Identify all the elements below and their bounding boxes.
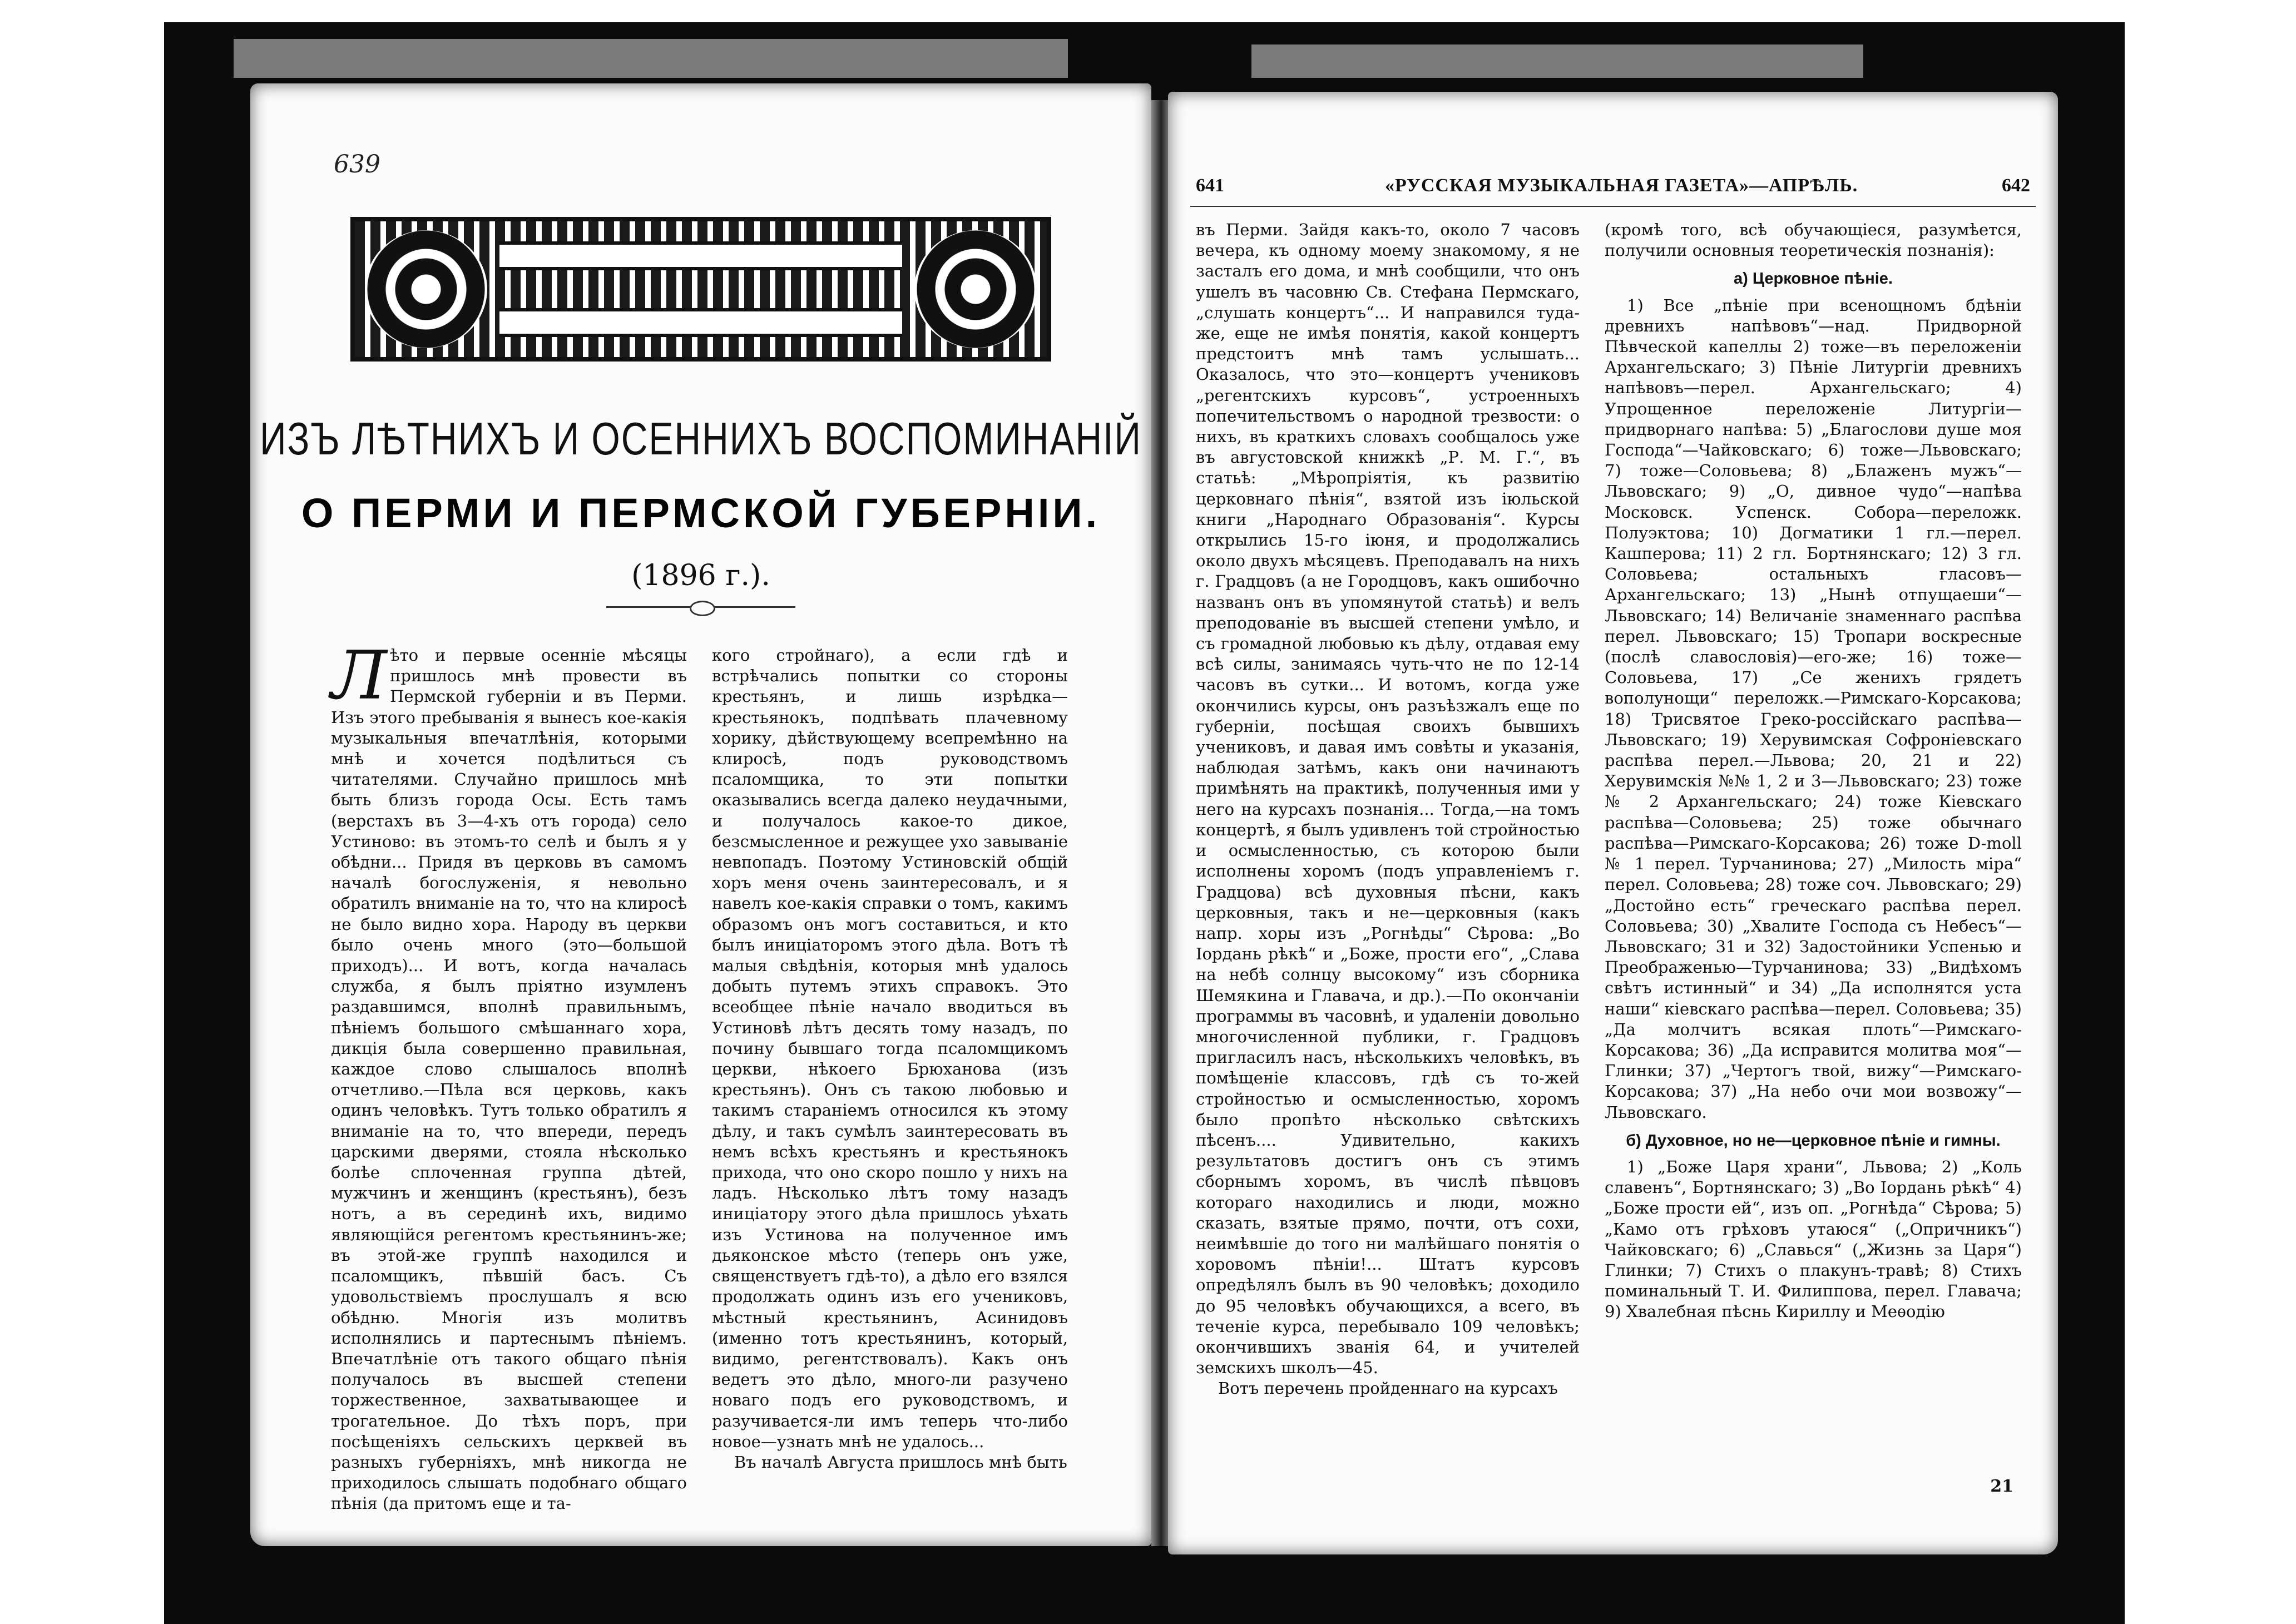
article-title-line1: ИЗЪ ЛѢТНИХЪ И ОСЕННИХЪ ВОСПОМИНАНІЙ [260,412,1142,464]
scan-noise [1251,44,1863,78]
drop-cap: Л [331,637,387,715]
handwritten-page-number: 639 [334,150,380,179]
paragraph: кого стройнаго), а если гдѣ и встрѣчались попытки со стороны крестьянъ, и лишь изрѣдка—крестьянокъ, подпѣвать плачевному хорику, дѣйствующему всепремѣнно на клиросѣ, подъ руководствомъ псаломщика, то эти попытки оказывались всегда далеко неудачными, и получалось какое-то дикое, безсмысленное и режущее ухо завываніе невпопадъ. Поэтому Устиновскій общій хоръ меня очень заинтересовалъ, и я навелъ кое-какія справки о томъ, какимъ образомъ онъ могъ составиться, и кто былъ иниціаторомъ этого дѣла. Вотъ тѣ малыя свѣдѣнія, которыя мнѣ удалось добыть путемъ этихъ справокъ. Это всеобщее пѣніе начало вводиться въ Устиновѣ лѣтъ десять тому назадъ, по почину бывшаго тогда псаломщикомъ церкви, нѣкоего Брюханова (изъ крестьянъ). Онъ съ такою любовью и такимъ стараніемъ относился къ этому дѣлу, и такъ сумѣлъ заинтересовать въ немъ всѣхъ крестьянъ и крестьянокъ прихода, что оно скоро пошло у нихъ на ладъ. Нѣсколько лѣтъ тому назадъ иниціатору этого дѣла пришлось уѣхать изъ Устинова на полученное имъ дьяконское мѣсто (теперь онъ уже, священствуетъ гдѣ-то), а дѣло его взялся продолжать одинъ изъ его учениковъ, мѣстный крестьянинъ, Асинидовъ (именно тотъ крестьянинъ, который, видимо, регентствовалъ). Какъ онъ ведетъ это дѣло, много-ли разучено новаго подъ его руководствомъ, и разучивается-ли имъ теперь что-либо новое—узнать мнѣ не удалось... [712,646,1068,1451]
right-column-1 [1196,220,1580,1399]
right-page [1168,92,2058,1554]
paragraph: Вотъ перечень пройденнаго на курсахъ [1218,1379,1558,1398]
paragraph: ѣто и первые осенніе мѣсяцы пришлось мнѣ провести въ Пермской губерніи и въ Перми. Изъ этого пребыванія я вынесъ кое-какія музыкальныя впечатлѣнія, которыми мнѣ и хочется подѣлиться съ читателями. Случайно пришлось мнѣ быть близъ города Осы. Есть тамъ (верстахъ въ 3—4-хъ отъ города) село Устиново: въ этомъ-то селѣ и былъ я у обѣдни... Придя въ церковь въ самомъ началѣ богослуженія, я невольно обратилъ вниманіе на то, что на клиросѣ не было видно хора. Народу въ церкви было очень много (это—большой приходъ)... И вотъ, когда началась служба, я былъ пріятно изумленъ раздавшимся, вполнѣ правильнымъ, пѣніемъ большого смѣшаннаго хора, дикція была совершенно правильная, каждое слово слышалось вполнѣ отчетливо.—Пѣла вся церковь, какъ одинъ человѣкъ. Тутъ только обратилъ я вниманіе на то, что впереди, передъ царскими дверями, стояла нѣсколько болѣе сплоченная группа дѣтей, мужчинъ и женщинъ (крестьянъ), безъ нотъ, а въ серединѣ ихъ, видимо являющійся регентомъ крестьянинъ-же; въ этой-же группѣ находился и псаломщикъ, пѣвшій басъ. Съ удовольствіемъ прослушалъ я всю обѣдню. Многія изъ молитвъ исполнялись и партеснымъ пѣніемъ. Впечатлѣніе отъ такого общаго пѣнія получалось въ высшей степени торжественное, захватывающее и трогательное. До тѣхъ поръ, при посѣщеніяхъ сельскихъ церквей въ разныхъ губерніяхъ, мнѣ никогда не приходилось слышать подобнаго общаго пѣнія (да притомъ еще и та- [331,646,687,1513]
section-heading: а) Церковное пѣніе. [1734,270,1893,288]
running-head: «РУССКАЯ МУЗЫКАЛЬНАЯ ГАЗЕТА»—АПРѢЛЬ. [1385,175,1858,196]
page-number-right: 642 [2002,175,2030,196]
ornamental-header-icon [350,217,1051,362]
section-heading: б) Духовное, но не—церковное пѣніе и гимны. [1626,1131,2001,1150]
article-year: (1896 г.). [631,559,770,592]
ornamental-divider-icon [606,606,795,608]
left-page [250,83,1151,1546]
page-number-left: 641 [1196,175,1224,196]
paragraph: (кромѣ того, всѣ обучающіеся, разумѣется, получили основныя теоретическія познанія): [1605,220,2022,260]
paragraph: 1) Все „пѣніе при всенощномъ бдѣніи древнихъ напѣвовъ“—над. Придворной Пѣвческой капеллы 2) тоже—въ переложеніи Архангельскаго; 3) Пѣніе Литургіи древнихъ напѣвовъ—перел. Архангельскаго; 4) Упрощенное переложеніе Литургіи—придворнаго напѣва: 5) „Благослови душе моя Господа“—Чайковскаго; 6) тоже—Львовскаго; 7) тоже—Соловьева; 8) „Блаженъ мужъ“—Львовскаго; 9) „О, дивное чудо“—напѣва Московск. Успенск. Собора—переложк. Полуэктова; 10) Догматики 1 гл.—перел. Кашперова; 11) 2 гл. Бортнянскаго; 12) 3 гл. Соловьева; остальныхъ гласовъ—Архангельскаго; 13) „Нынѣ отпущаеши“—Львовскаго; 14) Величаніе знаменнаго распѣва перел. Львовскаго; 15) Тропари воскресные (послѣ славословія)—его-же; 16) тоже—Соловьева, 17) „Се женихъ грядетъ вополунощи“ переложк.—Римскаго-Корсакова; 18) Трисвятое Греко-россійскаго распѣва—Львовскаго; 19) Херувимская Софроніевскаго распѣва перел.—Львова; 20, 21 и 22) Херувимскія №№ 1, 2 и 3—Львовскаго; 23) тоже № 2 Архангельскаго; 24) тоже Кіевскаго распѣва—Соловьева; 25) тоже обычнаго распѣва—Римскаго-Корсакова; 26) тоже D-moll № 1 перел. Турчанинова; 27) „Милость міра“ перел. Соловьева; 28) тоже соч. Львовскаго; 29) „Достойно есть“ греческаго распѣва перел. Соловьева; 30) „Хвалите Господа съ Небесъ“—Львовскаго; 31 и 32) Задостойники Успенью и Преображенью—Турчанинова; 33) „Видѣхомъ свѣтъ истинный“ и 34) „Да исполнятся уста наши“ кіевскаго распѣва—перел. Соловьева; 35) „Да молчитъ всякая плоть“—Римскаго-Корсакова; 36) „Да исправится молитва моя“—Глинки; 37) „Чертогъ твой, вижу“—Римскаго-Корсакова; 37) „На небо очи мои возвожу“—Львовскаго. [1605,295,2022,1122]
right-column-2 [1605,220,2022,1323]
paragraph: въ Перми. Зайдя какъ-то, около 7 часовъ вечера, къ одному моему знакомому, я не засталъ его дома, и мнѣ сообщили, что онъ ушелъ въ часовню Св. Стефана Пермскаго, „слушать концертъ“... И направился туда-же, еще не имѣя понятія, какой концертъ предстоитъ мнѣ тамъ услышать... Оказалось, что это—концертъ учениковъ „регентскихъ курсовъ“, устроенныхъ попечительствомъ о народной трезвости: о нихъ, въ краткихъ словахъ сообщалось уже въ августовской книжкѣ „Р. М. Г.“, въ статьѣ: „Мѣропріятія, къ развитію церковнаго пѣнія“, взятой изъ іюльской книги „Народнаго Образованія“. Курсы открылись 15-го іюня, и продолжались около двухъ мѣсяцевъ. Преподавалъ на нихъ г. Градцовъ (а не Городцовъ, какъ ошибочно названъ онъ въ упомянутой статьѣ) и велъ преподованіе въ высшей степени умѣло, и съ громадной любовью къ дѣлу, отдавая ему всѣ силы, занимаясь чуть-что не по 12-14 часовъ въ сутки... И вотомъ, когда уже окончились курсы, онъ разъѣзжалъ еще по губерніи, посѣщая своихъ бывшихъ учениковъ, и давая имъ совѣты и указанія, наблюдая затѣмъ, какъ они начинаютъ примѣнять на практикѣ, полученныя ими у него на курсахъ познанія... Тогда,—на томъ концертѣ, я былъ удивленъ той стройностью и осмысленностью, съ которою были исполнены хоромъ (подъ управленіемъ г. Градцова) всѣ духовныя пѣсни, какъ церковныя, такъ и не—церковныя (какъ напр. хоры изъ „Рогнѣды“ Сѣрова: „Во Іордань рѣкѣ“ и „Боже, прости его“, „Слава на небѣ солнцу высокому“ изъ сборника Шемякина и Главача, и др.).—По окончаніи программы въ часовнѣ, и удаленіи довольно многочисленной публики, г. Градцовъ пригласилъ насъ, нѣсколькихъ человѣкъ, въ помѣщеніе классовъ, гдѣ съ то-жей стройностью и осмысленностью, хоромъ было пропѣто нѣсколько свѣтскихъ пѣсенъ.... Удивительно, какихъ результатовъ достигъ онъ съ этимъ сборнымъ хоромъ, въ числѣ пѣвцовъ котораго находились и люди, можно сказать, взятые прямо, почти, отъ сохи, неимѣвшіе до того ни малѣйшаго понятія о хоровомъ пѣніи!... Штатъ курсовъ опредѣлялъ былъ въ 90 человѣкъ; доходило до 95 человѣкъ обучающихся, а всего, въ теченіе курса, перебывало 109 человѣкъ; окончившихъ званія 64, и учителей земскихъ школъ—45. [1196,220,1580,1378]
scan-noise [234,39,1068,78]
signature-number: 21 [1990,1477,2013,1496]
left-column-1 [331,637,687,1514]
left-column-2 [712,645,1068,1473]
header-rule [1190,206,2036,207]
paragraph: 1) „Боже Царя храни“, Львова; 2) „Коль славенъ“, Бортнянскаго; 3) „Во Іордань рѣкѣ“ 4) „Боже прости ей“, изъ оп. „Рогнѣда“ Сѣрова; 5) „Камо отъ грѣховъ утаюся“ („Опричникъ“) Чайковскаго; 6) „Славься“ („Жизнь за Царя“) Глинки; 7) Стихъ о плакунъ-травѣ; 8) Стихъ поминальный Т. И. Филиппова, перел. Главача; 9) Хвалебная пѣснь Кириллу и Меѳодію [1605,1157,2022,1321]
paragraph: Въ началѣ Августа пришлось мнѣ быть [734,1452,1067,1472]
article-title-line2: О ПЕРМИ И ПЕРМСКОЙ ГУБЕРНІИ. [301,490,1101,536]
